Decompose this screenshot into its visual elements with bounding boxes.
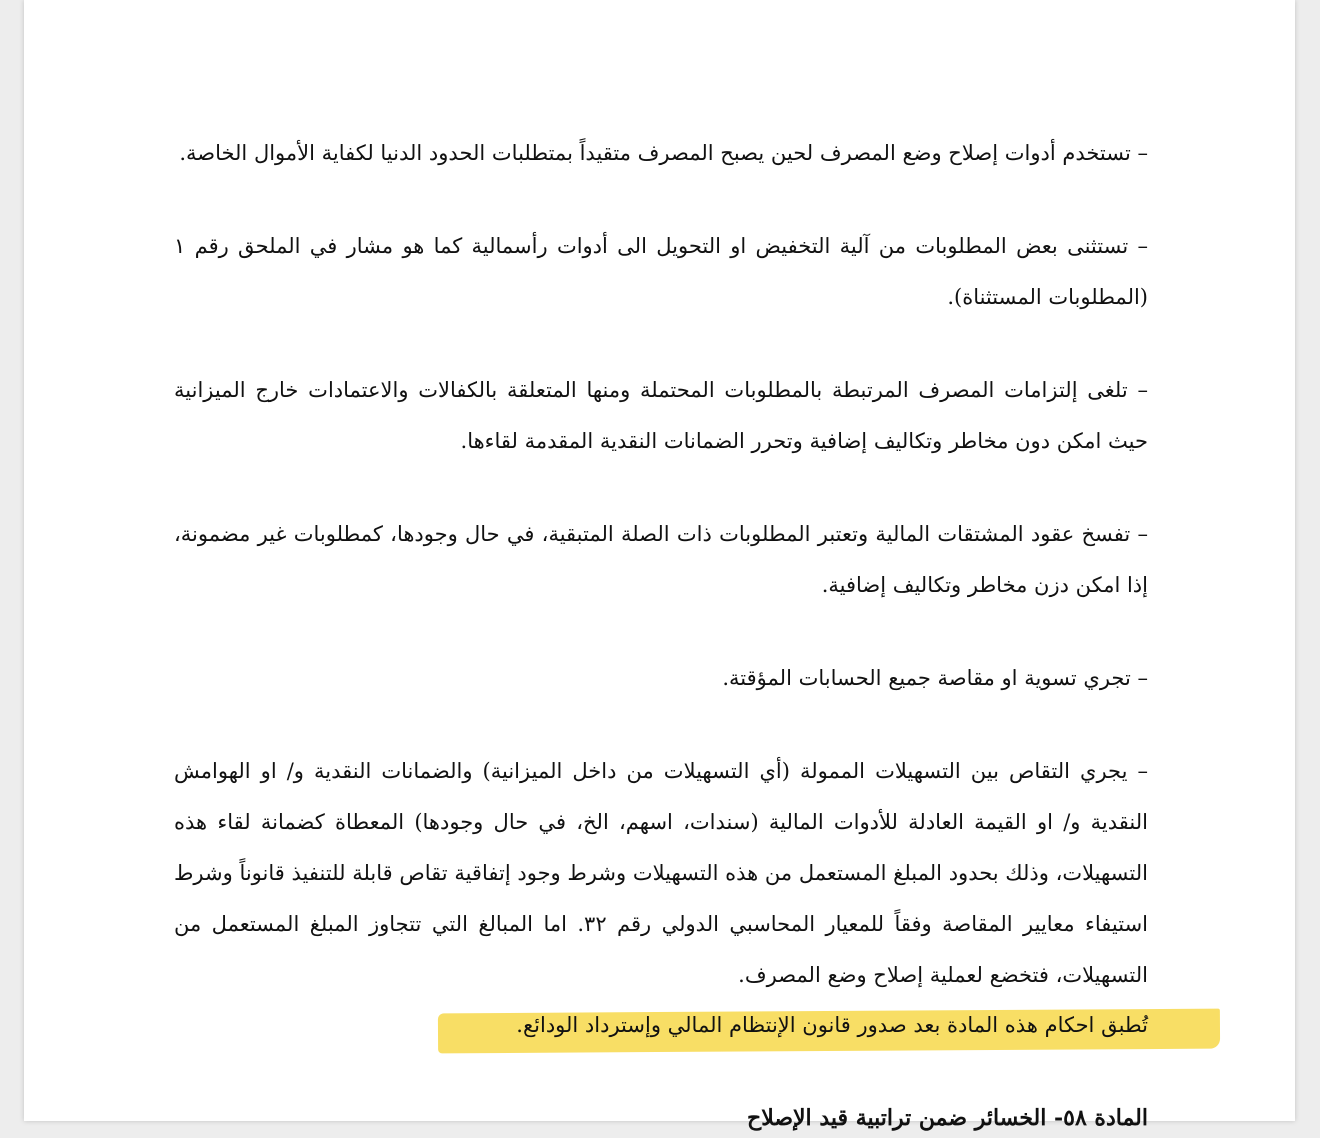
paragraph-1: – تستخدم أدوات إصلاح وضع المصرف لحين يصبح المصرف متقيداً بمتطلبات الحدود الدنيا لكفاية الأموال الخاصة. [179, 141, 1148, 165]
paragraph-5: – تجري تسوية او مقاصة جميع الحسابات المؤقتة. [722, 666, 1148, 690]
highlighted-text: تُطبق احكام هذه المادة بعد صدور قانون الإنتظام المالي وإسترداد الودائع. [516, 1013, 1148, 1037]
paragraph-6: – يجري التقاص بين التسهيلات الممولة (أي التسهيلات من داخل الميزانية) والضمانات النقدية و/ او الهوامش النقدية و/ او القيمة العادلة للأدوات المالية (سندات، اسهم، الخ، في حال وجودها) المعطاة كضمانة لقاء هذه التسهيلات، وذلك بحدود المبلغ المستعمل من هذه التسهيلات وشرط وجود إتفاقية تقاص قابلة للتنفيذ قانوناً وشرط استيفاء معايير المقاصة وفقاً للمعيار المحاسبي الدولي رقم ٣٢. اما المبالغ التي تتجاوز المبلغ المستعمل من التسهيلات، فتخضع لعملية إصلاح وضع المصرف. [174, 759, 1148, 987]
paragraph-4: – تفسخ عقود المشتقات المالية وتعتبر المطلوبات ذات الصلة المتبقية، في حال وجودها، كمطلوبات غير مضمونة، إذا امكن دزن مخاطر وتكاليف إضافية. [174, 522, 1148, 597]
paragraph-2: – تستثنى بعض المطلوبات من آلية التخفيض او التحويل الى أدوات رأسمالية كما هو مشار في الملحق رقم ١ (المطلوبات المستثناة). [174, 234, 1148, 309]
highlighted-sentence [174, 1001, 1148, 1049]
document-page [24, 0, 1295, 1131]
paragraph-3: – تلغى إلتزامات المصرف المرتبطة بالمطلوبات المحتملة ومنها المتعلقة بالكفالات والاعتمادات خارج الميزانية حيث امكن دون مخاطر وتكاليف إضافية وتحرر الضمانات النقدية المقدمة لقاءها. [174, 378, 1148, 453]
document-body [174, 128, 1148, 1049]
next-article-heading: المادة ٥٨- الخسائر ضمن تراتبية قيد الإصلاح [747, 1105, 1148, 1131]
